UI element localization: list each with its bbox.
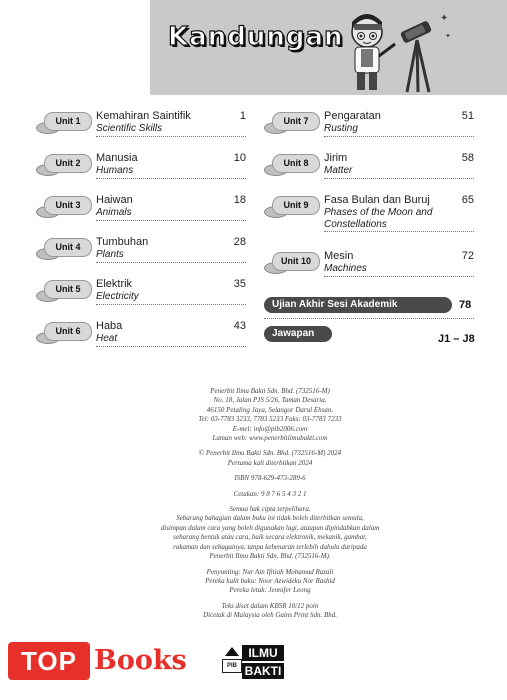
dotted-leader bbox=[96, 178, 246, 179]
unit-label: Unit 1 bbox=[44, 112, 92, 131]
unit-badge bbox=[264, 110, 320, 134]
telescope-icon bbox=[400, 20, 432, 92]
dotted-leader bbox=[324, 136, 474, 137]
unit-badge bbox=[36, 194, 92, 218]
final-exam-bar[interactable] bbox=[264, 297, 452, 313]
topic-title-ms: Haiwan bbox=[96, 194, 133, 206]
dotted-leader bbox=[96, 304, 246, 305]
ilmu-bakti-logo-line1: ILMU bbox=[242, 645, 284, 661]
topic-title-ms: Fasa Bulan dan Buruj bbox=[324, 194, 430, 206]
topic-title-en: Electricity bbox=[96, 291, 139, 302]
topic-title-en: Machines bbox=[324, 263, 367, 274]
imprint-line: Tel: 03-7783 3233, 7783 5233 Faks: 03-7783 7233 bbox=[198, 415, 342, 424]
imprint-line: rakaman dan sebagainya, tanpa kebenaran terlebih dahulu daripada bbox=[173, 542, 367, 551]
unit-label: Unit 5 bbox=[44, 280, 92, 299]
unit-badge bbox=[36, 152, 92, 176]
svg-text:✦: ✦ bbox=[440, 13, 449, 24]
svg-text:✦: ✦ bbox=[445, 32, 451, 40]
dotted-leader bbox=[324, 178, 474, 179]
imprint-line: Pereka kulit buku: Noor Azwideku Nor Rashid bbox=[205, 576, 335, 585]
toc-entry[interactable] bbox=[264, 194, 484, 232]
answers-label: Jawapan bbox=[272, 328, 315, 339]
imprint-line: Penyunting: Nur Ain Ifitiah Mohamad Razali bbox=[206, 567, 334, 576]
toc-entry[interactable] bbox=[36, 152, 256, 190]
scientist-mascot-illustration bbox=[345, 6, 455, 96]
topic-title-en: Matter bbox=[324, 165, 353, 176]
unit-label: Unit 4 bbox=[44, 238, 92, 257]
answers-bar[interactable] bbox=[264, 326, 332, 342]
topic-title-en-line2: Constellations bbox=[324, 219, 387, 230]
answers-page: J1 – J8 bbox=[438, 333, 475, 345]
topic-title-en: Heat bbox=[96, 333, 118, 344]
toc-entry[interactable] bbox=[36, 278, 256, 316]
unit-badge bbox=[36, 320, 92, 344]
imprint-line: disimpan dalam cara yang boleh digunakan lagi, ataupun dipindahkan dalam bbox=[160, 523, 380, 532]
imprint-line: Teks diset dalam KBSR 10/12 poin bbox=[221, 601, 319, 610]
imprint-line: © Penerbit Ilmu Bakti Sdn. Bhd. (732516-M) 2024 bbox=[198, 449, 342, 458]
page-number: 43 bbox=[233, 320, 246, 332]
unit-label: Unit 7 bbox=[272, 112, 320, 131]
publisher-imprint bbox=[150, 387, 390, 621]
dotted-leader bbox=[324, 231, 474, 232]
topic-title-en: Phases of the Moon and bbox=[324, 207, 433, 218]
imprint-line: No. 18, Jalan PJS 5/26, Taman Desaria, bbox=[213, 396, 327, 405]
topic-title-en: Scientific Skills bbox=[96, 123, 163, 134]
imprint-line: Pertama kali diterbitkan 2024 bbox=[227, 458, 313, 467]
imprint-line: Laman web: www.penerbitilmubakti.com bbox=[212, 434, 328, 443]
ilmu-bakti-logo-line2: BAKTI bbox=[242, 663, 284, 679]
final-exam-label: Ujian Akhir Sesi Akademik bbox=[272, 299, 398, 310]
topic-title-en: Animals bbox=[96, 207, 132, 218]
imprint-line: Semua hak cipta terpelihara. bbox=[229, 505, 311, 514]
page-number: 35 bbox=[233, 278, 246, 290]
final-exam-page: 78 bbox=[459, 299, 472, 311]
topic-title-ms: Pengaratan bbox=[324, 110, 381, 122]
imprint-line: sebarang bentuk atau cara, baik secara elektronik, mekanik, gambar, bbox=[173, 533, 367, 542]
page-number: 28 bbox=[233, 236, 246, 248]
imprint-line: Penerbit Ilmu Bakti Sdn. Bhd. (732516-M). bbox=[209, 552, 331, 561]
toc-entry[interactable] bbox=[264, 110, 484, 148]
unit-label: Unit 8 bbox=[272, 154, 320, 173]
unit-badge bbox=[264, 250, 320, 274]
toc-entry[interactable] bbox=[264, 250, 484, 288]
unit-badge bbox=[264, 194, 320, 218]
unit-label: Unit 10 bbox=[272, 252, 320, 271]
toc-entry[interactable] bbox=[264, 152, 484, 190]
imprint-line: Cetakan: 9 8 7 6 5 4 3 2 1 bbox=[233, 489, 307, 498]
topic-title-en: Plants bbox=[96, 249, 124, 260]
dotted-leader bbox=[96, 220, 246, 221]
toc-entry[interactable] bbox=[36, 320, 256, 358]
dotted-leader bbox=[96, 136, 246, 137]
unit-badge bbox=[264, 152, 320, 176]
unit-label: Unit 9 bbox=[272, 196, 320, 215]
page-title: Kandungan bbox=[168, 22, 344, 52]
unit-badge bbox=[36, 110, 92, 134]
page-number: 58 bbox=[461, 152, 474, 164]
topic-title-ms: Jirim bbox=[324, 152, 348, 164]
house-icon bbox=[225, 647, 239, 656]
pib-mark: PIB bbox=[222, 659, 242, 673]
topic-title-ms: Mesin bbox=[324, 250, 354, 262]
ilmu-bakti-logo bbox=[222, 641, 284, 685]
dotted-leader bbox=[264, 318, 474, 319]
toc-entry[interactable] bbox=[36, 236, 256, 274]
page-number: 18 bbox=[233, 194, 246, 206]
imprint-line: Penerbit Ilmu Bakti Sdn. Bhd. (732516-M) bbox=[210, 387, 330, 395]
dotted-leader bbox=[324, 276, 474, 277]
topic-title-en: Rusting bbox=[324, 123, 358, 134]
unit-label: Unit 3 bbox=[44, 196, 92, 215]
page-number: 1 bbox=[239, 110, 246, 122]
dotted-leader bbox=[96, 262, 246, 263]
topic-title-ms: Tumbuhan bbox=[96, 236, 149, 248]
unit-label: Unit 6 bbox=[44, 322, 92, 341]
imprint-line: Pereka letak: Jennifer Leong bbox=[229, 586, 311, 595]
toc-entry[interactable] bbox=[36, 194, 256, 232]
imprint-line: Sebarang bahagian dalam buku ini tidak boleh diterbitkan semula, bbox=[176, 514, 364, 523]
unit-badge bbox=[36, 278, 92, 302]
page-number: 10 bbox=[233, 152, 246, 164]
topic-title-ms: Kemahiran Saintifik bbox=[96, 110, 191, 122]
imprint-line: E-mel: info@pib2006.com bbox=[232, 424, 308, 433]
topic-title-ms: Haba bbox=[96, 320, 123, 332]
topbooks-logo-top: TOP bbox=[8, 642, 90, 680]
page-number: 72 bbox=[461, 250, 474, 262]
unit-badge bbox=[36, 236, 92, 260]
imprint-line: ISBN 978-629-473-289-6 bbox=[234, 474, 306, 483]
imprint-line: 46150 Petaling Jaya, Selangor Darul Ehsan. bbox=[206, 405, 334, 414]
topic-title-ms: Elektrik bbox=[96, 278, 133, 290]
dotted-leader bbox=[96, 346, 246, 347]
page-number: 51 bbox=[461, 110, 474, 122]
child-figure bbox=[352, 14, 395, 90]
page-number: 65 bbox=[461, 194, 474, 206]
topbooks-logo-books: Books bbox=[94, 645, 187, 676]
topbooks-logo bbox=[8, 640, 187, 682]
topic-title-en: Humans bbox=[96, 165, 134, 176]
imprint-line: Dicetak di Malaysia oleh Gains Print Sdn. Bhd. bbox=[203, 611, 337, 620]
unit-label: Unit 2 bbox=[44, 154, 92, 173]
toc-entry[interactable] bbox=[36, 110, 256, 148]
topic-title-ms: Manusia bbox=[96, 152, 138, 164]
